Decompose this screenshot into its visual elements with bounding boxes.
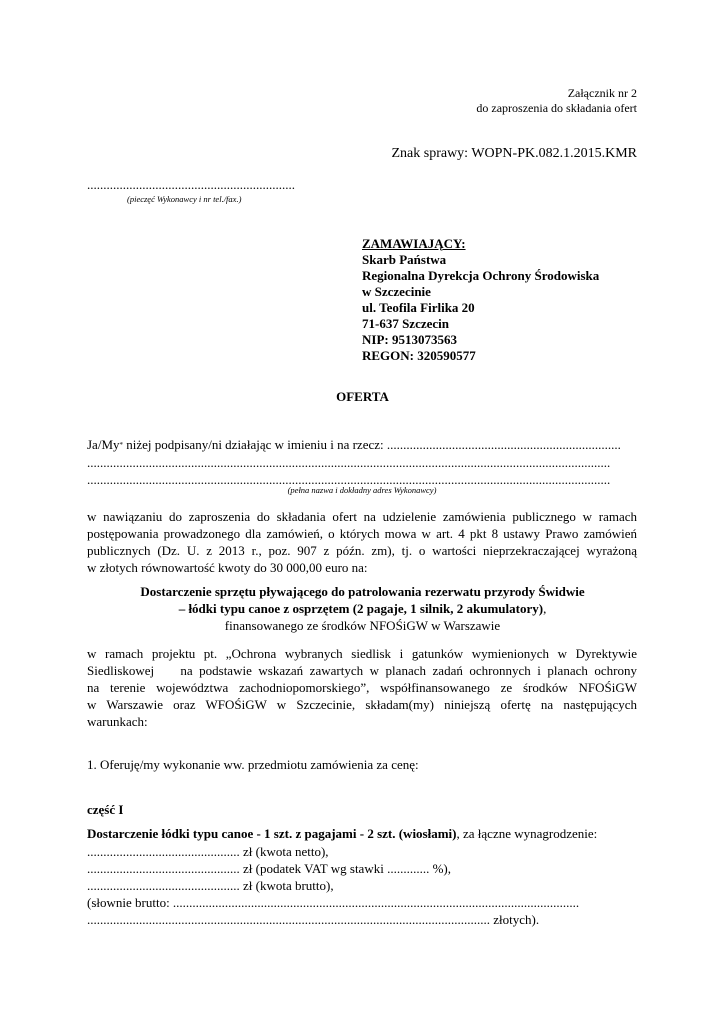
subject-line [0,600,725,617]
subject-line-tail: , [543,601,547,616]
paragraph-line: w ramach projektu pt. „Ochrona wybranych siedlisk i gatunków wymienionych w Dyrektywie [87,646,637,661]
client-heading: ZAMAWIAJĄCY: [362,236,466,251]
part-description-bold: Dostarczenie łódki typu canoe - 1 szt. z pagajami - 2 szt. (wiosłami) [87,826,457,841]
attachment-label: Załącznik nr 2 [567,86,637,100]
contractor-dots-line: ................................................................................................................................................................. [87,455,611,470]
project-paragraph [87,645,637,730]
subject-line: Dostarczenie sprzętu pływającego do patrolowania rezerwatu przyrody Świdwie [140,584,585,599]
contractor-dots-line: ................................................................................................................................................................. [87,472,611,487]
client-line: ul. Teofila Firlika 20 [362,300,475,315]
price-gross-line: ............................................... zł (kwota brutto), [87,878,334,893]
paragraph-line: publicznych (Dz. U. z 2013 r., poz. 907 z późn. zm), tj. o wartości nieprzekraczającej wyrażoną [87,543,637,558]
paragraph-line: na terenie województwa zachodniopomorskiego”, współfinansowanego ze środków NFOŚiGW [87,680,637,695]
price-vat-line: ............................................... zł (podatek VAT wg stawki ............. %), [87,861,451,876]
paragraph-line: w złotych równowartość kwoty do 30 000,00 euro na: [87,560,368,575]
paragraph-line: w nawiązaniu do zaproszenia do składania ofert na udzielenie zamówienia publicznego w ramach [87,509,637,524]
footnote-star: * [119,441,123,449]
subject-block [0,583,725,634]
paragraph-line: w Warszawie oraz WFOŚiGW w Szczecinie, składam(my) niniejszą ofertę na następujących [87,697,637,712]
contractor-caption: (pełna nazwa i dokładny adres Wykonawcy) [287,485,437,495]
part-description [87,826,597,842]
paragraph-line: postępowania prowadzonego dla zamówień, o których mowa w art. 4 pkt 8 ustawy Prawo zamówień [87,526,637,541]
price-lines [87,843,579,928]
client-line: Regionalna Dyrekcja Ochrony Środowiska [362,268,600,283]
price-words-line: (słownie brutto: ............................................................................................................................. [87,895,580,910]
client-line: REGON: 320590577 [362,348,476,363]
part-description-rest: , za łączne wynagrodzenie: [456,826,598,841]
price-net-line: ............................................... zł (kwota netto), [87,844,329,859]
client-line: 71-637 Szczecin [362,316,450,331]
part-heading: część I [87,802,124,817]
client-block [362,236,599,364]
attachment-subtitle: do zaproszenia do składania ofert [476,101,637,115]
client-line: w Szczecinie [362,284,431,299]
contractor-intro [87,437,621,453]
case-reference: Znak sprawy: WOPN-PK.082.1.2015.KMR [391,146,637,161]
price-words-line-2: ............................................................................................................................ złotych). [87,912,540,927]
client-line: Skarb Państwa [362,252,447,267]
stamp-caption: (pieczęć Wykonawcy i nr tel./fax.) [127,194,242,204]
price-offer-point: 1. Oferuję/my wykonanie ww. przedmiotu zamówienia za cenę: [87,757,419,772]
subject-line: finansowanego ze środków NFOŚiGW w Warszawie [224,618,501,633]
paragraph-line: warunkach: [87,714,148,729]
paragraph-line: Siedliskowej na podstawie wskazań zawartych w planach zadań ochronnych i planach ochrony [87,663,637,678]
stamp-dots: ................................................................ [87,177,295,192]
contractor-intro-post: niżej podpisany/ni działając w imieniu i na rzecz: ........................................................................ [123,437,621,452]
client-line: NIP: 9513073563 [362,332,457,347]
intro-paragraph [87,508,637,576]
document-title: OFERTA [336,389,389,404]
subject-line-bold: – łódki typu canoe z osprzętem (2 pagaje, 1 silnik, 2 akumulatory) [178,601,544,616]
contractor-intro-pre: Ja/My [87,437,120,452]
